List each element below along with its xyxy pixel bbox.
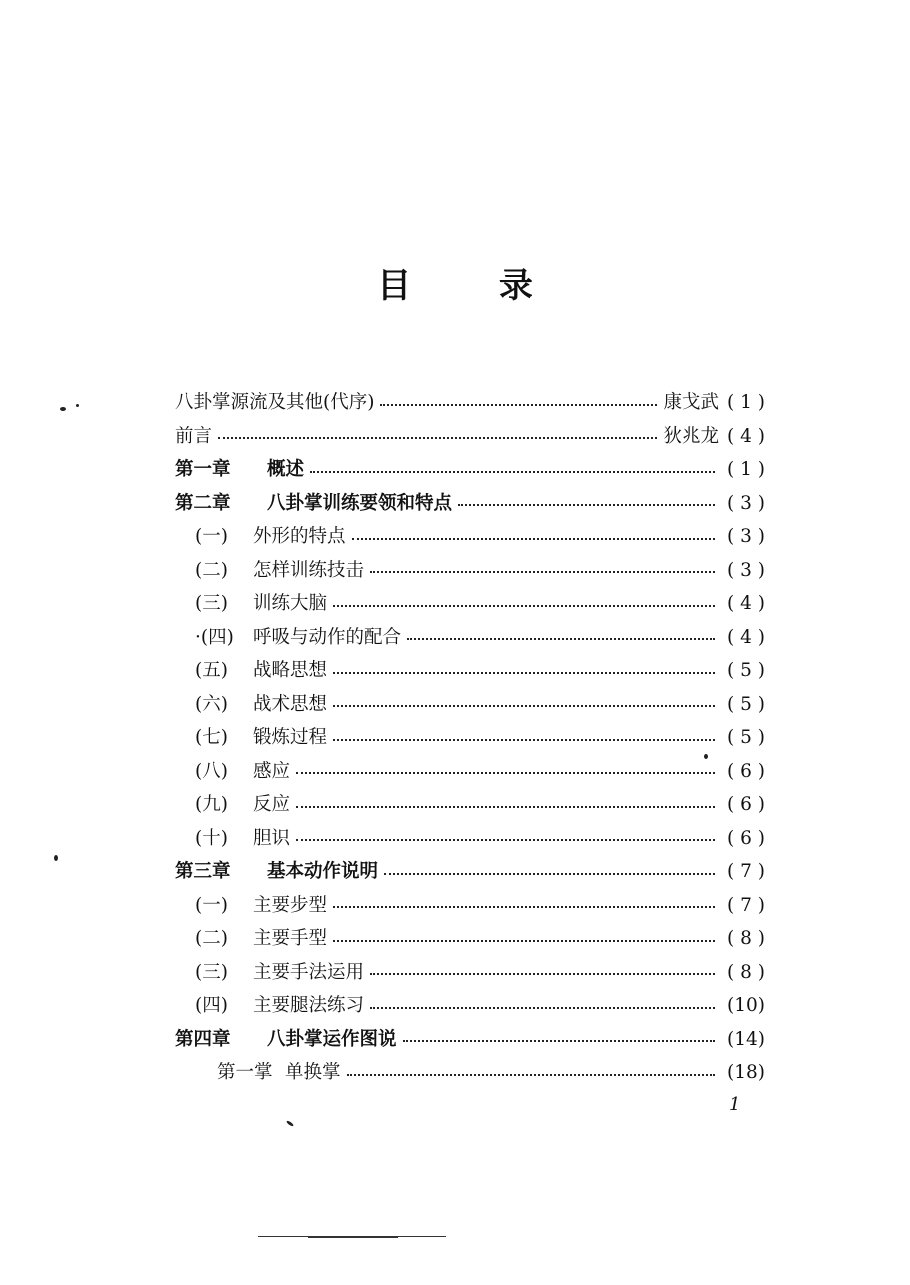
toc-entry-title: 主要手型: [253, 928, 328, 949]
toc-entry-title: 单换掌: [285, 1062, 341, 1083]
toc-entry-number: (二): [195, 559, 228, 581]
dot-leader: [333, 739, 715, 741]
toc-entry-number: (九): [195, 794, 228, 815]
toc-entry-number: 第一掌: [217, 1062, 273, 1083]
toc-entry-page: ( 4 ): [727, 425, 765, 447]
toc-entry-title: 前言: [175, 425, 213, 447]
toc-entry-title: 基本动作说明: [267, 861, 379, 882]
toc-entry-page: ( 3 ): [727, 559, 765, 581]
toc-entry-page: ( 5 ): [727, 727, 765, 748]
footer-rule-middle: [308, 1236, 398, 1238]
toc-entry-page: ( 1 ): [727, 392, 765, 413]
toc-entry: [175, 654, 765, 688]
toc-entry-title: 八卦掌训练要领和特点: [267, 492, 453, 514]
toc-entry-number: (六): [195, 693, 228, 715]
toc-entry-number: (七): [195, 727, 228, 748]
dot-leader: [407, 638, 715, 640]
dot-leader: [296, 772, 715, 774]
toc-entry: [175, 554, 765, 588]
toc-entry-author: 康戈武: [663, 392, 719, 413]
toc-entry-number: (十): [195, 827, 228, 849]
toc-entry-page: ( 7 ): [727, 894, 765, 916]
dot-leader: [333, 672, 715, 674]
dot-leader: [333, 906, 715, 908]
toc-entry-title: 训练大脑: [253, 593, 328, 614]
toc-entry-title: 主要腿法练习: [253, 995, 365, 1016]
toc-entry-title: 八卦掌源流及其他(代序): [175, 392, 375, 413]
toc-entry-page: (18): [727, 1062, 765, 1083]
dot-leader: [333, 940, 715, 942]
toc-entry-title: 战术思想: [253, 693, 328, 715]
dot-leader: [296, 806, 715, 808]
toc-entry: [175, 1023, 765, 1057]
toc-entry-page: ( 8 ): [727, 928, 765, 949]
table-of-contents: [175, 386, 765, 1090]
dot-leader: [384, 873, 715, 875]
toc-entry-title: 反应: [253, 794, 291, 815]
toc-entry: [175, 989, 765, 1023]
dot-leader: [380, 404, 657, 406]
dot-leader: [296, 839, 715, 841]
scan-speck: [60, 407, 66, 411]
toc-entry: [175, 1056, 765, 1090]
toc-entry-number: (五): [195, 660, 228, 681]
toc-entry-title: 主要步型: [253, 894, 328, 916]
dot-leader: [333, 605, 715, 607]
toc-entry-title: 外形的特点: [253, 526, 346, 547]
toc-entry: [175, 956, 765, 990]
toc-entry-title: 八卦掌运作图说: [267, 1028, 397, 1050]
dot-leader: [218, 437, 657, 439]
dot-leader: [352, 538, 715, 540]
toc-entry-number: 第四章: [175, 1028, 231, 1050]
toc-entry-title: 胆识: [253, 827, 291, 849]
toc-entry-page: ( 6 ): [727, 794, 765, 815]
toc-entry: [175, 587, 765, 621]
toc-entry: [175, 386, 765, 420]
scan-speck: [704, 754, 708, 759]
toc-entry: [175, 855, 765, 889]
toc-entry-title: 主要手法运用: [253, 961, 365, 983]
toc-entry-page: ( 5 ): [727, 693, 765, 715]
toc-entry-number: (三): [195, 961, 228, 983]
toc-entry-page: ( 7 ): [727, 861, 765, 882]
toc-entry-page: ( 1 ): [727, 459, 765, 480]
dot-leader: [333, 705, 715, 707]
toc-entry-title: 怎样训练技击: [253, 559, 365, 581]
toc-entry-page: ( 3 ): [727, 492, 765, 514]
toc-entry-page: ( 4 ): [727, 626, 765, 648]
toc-entry-number: (二): [195, 928, 228, 949]
dot-leader: [458, 504, 715, 506]
toc-entry-page: ( 3 ): [727, 526, 765, 547]
toc-entry: [175, 889, 765, 923]
toc-entry: [175, 822, 765, 856]
toc-entry-number: 第二章: [175, 492, 231, 514]
toc-entry: [175, 688, 765, 722]
toc-entry-page: ( 8 ): [727, 961, 765, 983]
toc-entry: [175, 788, 765, 822]
toc-entry-title: 概述: [267, 459, 305, 480]
dot-leader: [370, 571, 715, 573]
toc-entry-number: (四): [195, 995, 228, 1016]
page-title: 目 录: [377, 266, 571, 306]
toc-entry-page: ( 6 ): [727, 760, 765, 782]
toc-entry: [175, 721, 765, 755]
toc-entry-title: 战略思想: [253, 660, 328, 681]
toc-entry: [175, 520, 765, 554]
toc-entry-page: ( 4 ): [727, 593, 765, 614]
scan-speck: [54, 855, 58, 861]
toc-entry: [175, 453, 765, 487]
toc-entry-number: (一): [195, 526, 228, 547]
toc-entry: [175, 755, 765, 789]
dot-leader: [347, 1074, 715, 1076]
dot-leader: [310, 471, 715, 473]
toc-entry: [175, 420, 765, 454]
dot-leader: [370, 973, 715, 975]
footer-rule-right: [398, 1236, 446, 1237]
toc-entry-number: 第一章: [175, 459, 231, 480]
dot-leader: [403, 1040, 715, 1042]
dot-leader: [370, 1007, 715, 1009]
toc-entry-title: 感应: [253, 760, 291, 782]
toc-entry-page: (14): [727, 1028, 765, 1050]
toc-entry-page: ( 6 ): [727, 827, 765, 849]
toc-entry-number: ·(四): [195, 626, 234, 648]
scan-speck: [76, 404, 79, 407]
toc-entry-page: (10): [727, 995, 765, 1016]
scan-speck: [286, 1120, 294, 1127]
toc-entry: [175, 487, 765, 521]
toc-entry: [175, 621, 765, 655]
toc-entry-number: (八): [195, 760, 228, 782]
toc-entry-page: ( 5 ): [727, 660, 765, 681]
toc-entry: [175, 922, 765, 956]
page-number: 1: [729, 1094, 741, 1115]
footer-rule-left: [258, 1236, 308, 1237]
toc-entry-title: 呼吸与动作的配合: [253, 626, 402, 648]
toc-entry-number: (三): [195, 593, 228, 614]
toc-entry-author: 狄兆龙: [663, 425, 719, 447]
toc-entry-number: (一): [195, 894, 228, 916]
toc-entry-title: 锻炼过程: [253, 727, 328, 748]
toc-entry-number: 第三章: [175, 861, 231, 882]
